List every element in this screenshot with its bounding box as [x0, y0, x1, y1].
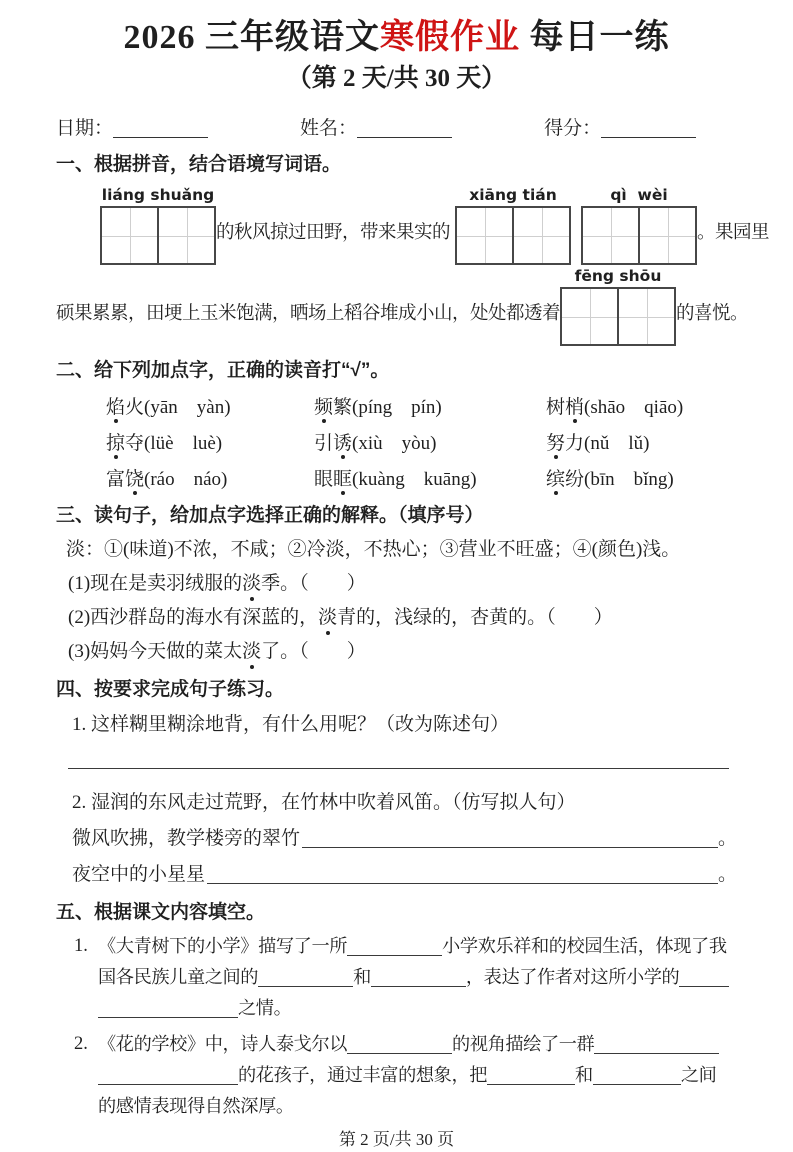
cloze-text — [98, 931, 737, 1024]
sentence-2 — [68, 604, 737, 631]
cloze-seg: 的视角描绘了一群 — [452, 1034, 595, 1054]
cloze-blank[interactable] — [487, 1065, 575, 1085]
pinyin-label: xiāng tián — [469, 186, 557, 204]
dotted-char: 缤 — [546, 464, 565, 491]
sentence-fragment: 。果园里 — [697, 223, 770, 243]
answer-bracket[interactable]: （ ） — [546, 607, 613, 628]
pronunciation-item[interactable] — [106, 464, 314, 491]
date-field — [56, 113, 208, 140]
cloze-seg: ，表达了作者对这所小学的 — [465, 967, 680, 987]
answer-bracket[interactable]: （ ） — [299, 641, 366, 662]
word-post: 火 — [125, 397, 145, 418]
pronunciation-item[interactable] — [314, 428, 546, 455]
title-text-pre: 2026 三年级语文 — [123, 19, 380, 56]
dotted-char: 掠 — [106, 428, 125, 455]
dotted-char: 焰 — [106, 392, 125, 419]
sentence-fragment: 硕果累累，田埂上玉米饱满，晒场上稻谷堆成小山，处处都透着 — [56, 304, 561, 324]
word-pre: 富 — [106, 469, 126, 490]
sentence-post: 季。 — [261, 573, 300, 594]
section-2-heading: 二、给下列加点字，正确的读音打“√”。 — [56, 360, 390, 381]
dotted-char: 诱 — [333, 428, 352, 455]
section-4-heading: 四、按要求完成句子练习。 — [56, 679, 285, 700]
definition-line: 淡：①(味道)不浓，不咸；②冷淡，不热心；③营业不旺盛；④(颜色)浅。 — [66, 539, 681, 560]
sentence-3 — [68, 638, 737, 665]
pronunciation-item[interactable] — [546, 464, 737, 491]
fill-line-1 — [72, 825, 737, 852]
fill-line-prefix: 夜空中的小星星 — [72, 864, 206, 885]
word-pre: 引 — [314, 433, 334, 454]
fill-line-period: 。 — [717, 828, 737, 849]
cloze-item-2 — [74, 1029, 737, 1122]
pinyin-grid-group-liangshuang — [100, 186, 216, 265]
sentence-pre: (3)妈妈今天做的菜太 — [68, 641, 243, 662]
question-1: 1. 这样糊里糊涂地背，有什么用呢？（改为陈述句） — [72, 714, 510, 735]
writing-grid-xiangtian[interactable] — [455, 206, 571, 265]
dotted-char: 频 — [314, 392, 333, 419]
writing-grid-fengshou[interactable] — [560, 287, 676, 346]
section-5-heading: 五、根据课文内容填空。 — [56, 902, 266, 923]
cloze-seg: 和 — [353, 967, 371, 987]
date-label: 日期： — [56, 118, 114, 139]
pinyin-options: (yān yàn) — [144, 397, 231, 418]
name-blank[interactable] — [357, 118, 452, 138]
cloze-seg: 国各民族儿童之间的 — [98, 967, 259, 987]
pinyin-options: (lüè luè) — [144, 433, 223, 454]
cloze-seg: 的花孩子，通过丰富的想象，把 — [238, 1065, 488, 1085]
pronunciation-item[interactable] — [314, 464, 546, 491]
pronunciation-item[interactable] — [546, 392, 737, 419]
tian-cell[interactable] — [617, 289, 674, 344]
cloze-blank[interactable] — [347, 936, 442, 956]
word-post: 力 — [565, 433, 585, 454]
word-post: 夺 — [125, 433, 145, 454]
fill-line-2 — [72, 861, 737, 888]
fill-line-prefix: 微风吹拂，教学楼旁的翠竹 — [72, 828, 301, 849]
cloze-blank[interactable] — [679, 967, 729, 987]
dotted-char: 努 — [546, 428, 565, 455]
date-blank[interactable] — [113, 118, 208, 138]
answer-line[interactable] — [68, 768, 729, 769]
cloze-seg: 的感情表现得自然深厚。 — [98, 1096, 294, 1116]
tian-cell[interactable] — [562, 289, 617, 344]
cloze-blank[interactable] — [594, 1034, 719, 1054]
name-field — [300, 113, 452, 140]
fill-line-blank[interactable] — [302, 847, 718, 848]
sentence-fragment: 的喜悦。 — [676, 304, 749, 324]
fill-line-period: 。 — [717, 864, 737, 885]
cloze-text — [98, 1029, 737, 1122]
pinyin-options: (xiù yòu) — [352, 433, 437, 454]
writing-grid-qiwei[interactable] — [581, 206, 697, 265]
section-1-heading: 一、根据拼音，结合语境写词语。 — [56, 154, 342, 175]
fill-line-blank[interactable] — [207, 883, 718, 884]
pinyin-label: liáng shuǎng — [101, 186, 215, 204]
tian-cell[interactable] — [512, 208, 569, 263]
pronunciation-item[interactable] — [314, 392, 546, 419]
pinyin-grid-group-qiwei — [581, 186, 697, 265]
cloze-blank[interactable] — [258, 967, 353, 987]
cloze-blank[interactable] — [98, 998, 238, 1018]
cloze-blank[interactable] — [371, 967, 466, 987]
cloze-blank[interactable] — [98, 1065, 238, 1085]
title-text-red: 寒假作业 — [380, 19, 520, 56]
dotted-char: 梢 — [565, 392, 584, 419]
score-field — [544, 113, 696, 140]
sentence-pre: (1)现在是卖羽绒服的 — [68, 573, 243, 594]
dotted-char: 淡 — [242, 638, 261, 665]
word-post: 纷 — [565, 469, 585, 490]
dotted-char: 淡 — [318, 604, 337, 631]
section-2-items — [106, 392, 737, 491]
tian-cell[interactable] — [457, 208, 512, 263]
pronunciation-item[interactable] — [106, 392, 314, 419]
page-title — [56, 16, 737, 60]
dotted-char: 淡 — [242, 570, 261, 597]
cloze-seg: 小学欢乐祥和的校园生活，体现了我 — [442, 936, 727, 956]
pinyin-label: fēng shōu — [574, 267, 662, 285]
tian-cell[interactable] — [583, 208, 638, 263]
pronunciation-item[interactable] — [106, 428, 314, 455]
question-2: 2. 湿润的东风走过荒野，在竹林中吹着风笛。（仿写拟人句） — [72, 792, 576, 813]
sentence-post: 了。 — [261, 641, 300, 662]
title-text-post: 每日一练 — [520, 19, 670, 56]
item-number: 1. — [74, 936, 88, 956]
word-pre: 树 — [546, 397, 566, 418]
score-label: 得分： — [544, 118, 602, 139]
cloze-seg: 《大青树下的小学》描写了一所 — [98, 936, 348, 956]
tian-cell[interactable] — [638, 208, 695, 263]
word-post: 繁 — [333, 397, 353, 418]
cloze-seg: 之情。 — [238, 998, 292, 1018]
sentence-pre: (2)西沙群岛的海水有深蓝的， — [68, 607, 319, 628]
answer-bracket[interactable]: （ ） — [299, 573, 366, 594]
cloze-seg: 之间 — [680, 1065, 717, 1085]
page-number: 第 2 页/共 30 页 — [338, 1130, 455, 1149]
sentence-post: 青的，浅绿的，杏黄的。 — [337, 607, 547, 628]
pinyin-options: (píng pín) — [352, 397, 442, 418]
cloze-seg: 《花的学校》中，诗人泰戈尔以 — [98, 1034, 348, 1054]
sentence-fragment: 的秋风掠过田野，带来果实的 — [216, 223, 451, 243]
page-subtitle: （第 2 天/共 30 天） — [286, 65, 507, 92]
dotted-char: 饶 — [125, 464, 144, 491]
name-label: 姓名： — [300, 118, 358, 139]
pinyin-options: (bīn bǐng) — [584, 469, 674, 490]
pinyin-options: (kuàng kuāng) — [352, 469, 477, 490]
tian-cell[interactable] — [157, 208, 214, 263]
info-row — [56, 113, 696, 140]
sentence-1 — [68, 570, 737, 597]
pinyin-grid-group-fengshou — [560, 267, 676, 346]
score-blank[interactable] — [601, 118, 696, 138]
pronunciation-item[interactable] — [546, 428, 737, 455]
pinyin-options: (nǔ lǔ) — [584, 433, 650, 454]
writing-grid-liangshuang[interactable] — [100, 206, 216, 265]
section-3-heading: 三、读句子，给加点字选择正确的解释。（填序号） — [56, 505, 484, 526]
pinyin-label: qì wèi — [610, 186, 668, 204]
item-number: 2. — [74, 1034, 88, 1054]
cloze-seg: 和 — [575, 1065, 593, 1085]
cloze-item-1 — [74, 931, 737, 1024]
word-pre: 眼 — [314, 469, 334, 490]
section-1-row-2 — [56, 267, 779, 346]
cloze-blank[interactable] — [593, 1065, 681, 1085]
section-1-row-1 — [56, 186, 779, 265]
pinyin-options: (ráo náo) — [144, 469, 228, 490]
pinyin-options: (shāo qiāo) — [584, 397, 684, 418]
cloze-blank[interactable] — [347, 1034, 452, 1054]
pinyin-grid-group-xiangtian — [455, 186, 571, 265]
dotted-char: 眶 — [333, 464, 352, 491]
tian-cell[interactable] — [102, 208, 157, 263]
